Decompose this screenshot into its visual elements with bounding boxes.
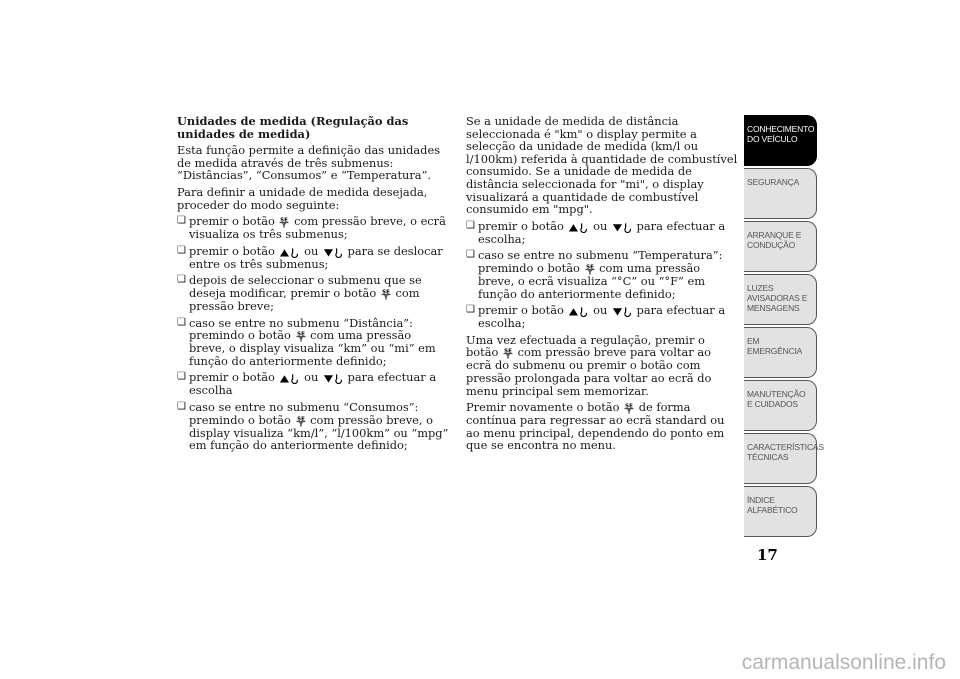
left-column — [177, 115, 449, 456]
tab-conhecimento-do-veiculo[interactable]: CONHECIMENTO DO VEÍCULO — [744, 115, 817, 166]
instruction-list-right — [466, 220, 738, 330]
distance-unit-paragraph: Se a unidade de medida de distância seleccionada é "km" o display permite a selecção da unidade de medida (km/l ou l/100km) referida à quantidade de combustível consumido. Se a unidade de medida de distância seleccionada for "mi", o display visualizará a quantidade de combustível consumido em "mpg". — [466, 114, 738, 217]
tab-caracteristicas-tecnicas[interactable]: CARACTERÍSTICAS TÉCNICAS — [744, 433, 817, 484]
up-button-icon — [279, 372, 299, 384]
down-button-icon — [323, 372, 343, 384]
list-item: ❏ premir o botão com pressão breve, o ecrã visualiza os três submenus; — [177, 215, 449, 241]
exit-paragraph: Premir novamente o botão de forma contínua para regressar ao ecrã standard ou ao menu principal, dependendo do ponto em que se encontra no menu. — [466, 400, 725, 453]
down-button-icon — [612, 221, 632, 233]
section-heading: Unidades de medida (Regulação das unidades de medida) — [177, 114, 409, 141]
up-button-icon — [568, 305, 588, 317]
set-button-icon — [381, 288, 391, 300]
instruction-list-left — [177, 215, 449, 452]
list-item: ❏ depois de seleccionar o submenu que se deseja modificar, premir o botão com pressão breve; — [177, 274, 449, 312]
tab-arranque-e-conducao[interactable]: ARRANQUE E CONDUÇÃO — [744, 221, 817, 272]
page-number: 17 — [757, 546, 778, 564]
list-item: ❏ caso se entre no submenu “Distância”: premindo o botão com uma pressão breve, o display visualiza “km” ou “mi” em função do anteriormente definido; — [177, 317, 449, 368]
list-item: ❏ premir o botão ou para efectuar a escolha — [177, 371, 449, 397]
tab-luzes-avisadoras[interactable]: LUZES AVISADORAS E MENSAGENS — [744, 274, 817, 325]
list-item: ❏ caso se entre no submenu “Consumos”: premindo o botão com pressão breve, o display visualiza “km/l”, “l/100km” ou “mpg” em função do anteriormente definido; — [177, 401, 449, 452]
list-item: ❏ premir o botão ou para se deslocar entre os três submenus; — [177, 245, 449, 271]
return-paragraph: Uma vez efectuada a regulação, premir o botão com pressão breve para voltar ao ecrã do submenu ou premir o botão com pressão prolongada para voltar ao ecrã do menu principal sem memorizar. — [466, 332, 712, 398]
intro-paragraph-2: Para definir a unidade de medida desejada, proceder do modo seguinte: — [177, 184, 428, 212]
tab-seguranca[interactable]: SEGURANÇA — [744, 168, 817, 219]
down-button-icon — [612, 305, 632, 317]
right-column — [466, 115, 738, 456]
list-item: ❏ caso se entre no submenu “Temperatura”: premindo o botão com uma pressão breve, o ecrã visualiza “°C” ou “°F” em função do anteriormente definido; — [466, 249, 738, 300]
list-item: ❏ premir o botão ou para efectuar a escolha; — [466, 220, 738, 246]
up-button-icon — [568, 221, 588, 233]
tab-indice-alfabetico[interactable]: ÍNDICE ALFABÉTICO — [744, 486, 817, 537]
intro-paragraph: Esta função permite a definição das unidades de medida através de três submenus: “Distâncias”, “Consumos” e “Temperatura”. — [177, 143, 441, 183]
list-item: ❏ premir o botão ou para efectuar a escolha; — [466, 304, 738, 330]
tab-em-emergencia[interactable]: EM EMERGÊNCIA — [744, 327, 817, 378]
tab-manutencao-e-cuidados[interactable]: MANUTENÇÃO E CUIDADOS — [744, 380, 817, 431]
watermark: carmanualsonline.info — [741, 651, 946, 674]
